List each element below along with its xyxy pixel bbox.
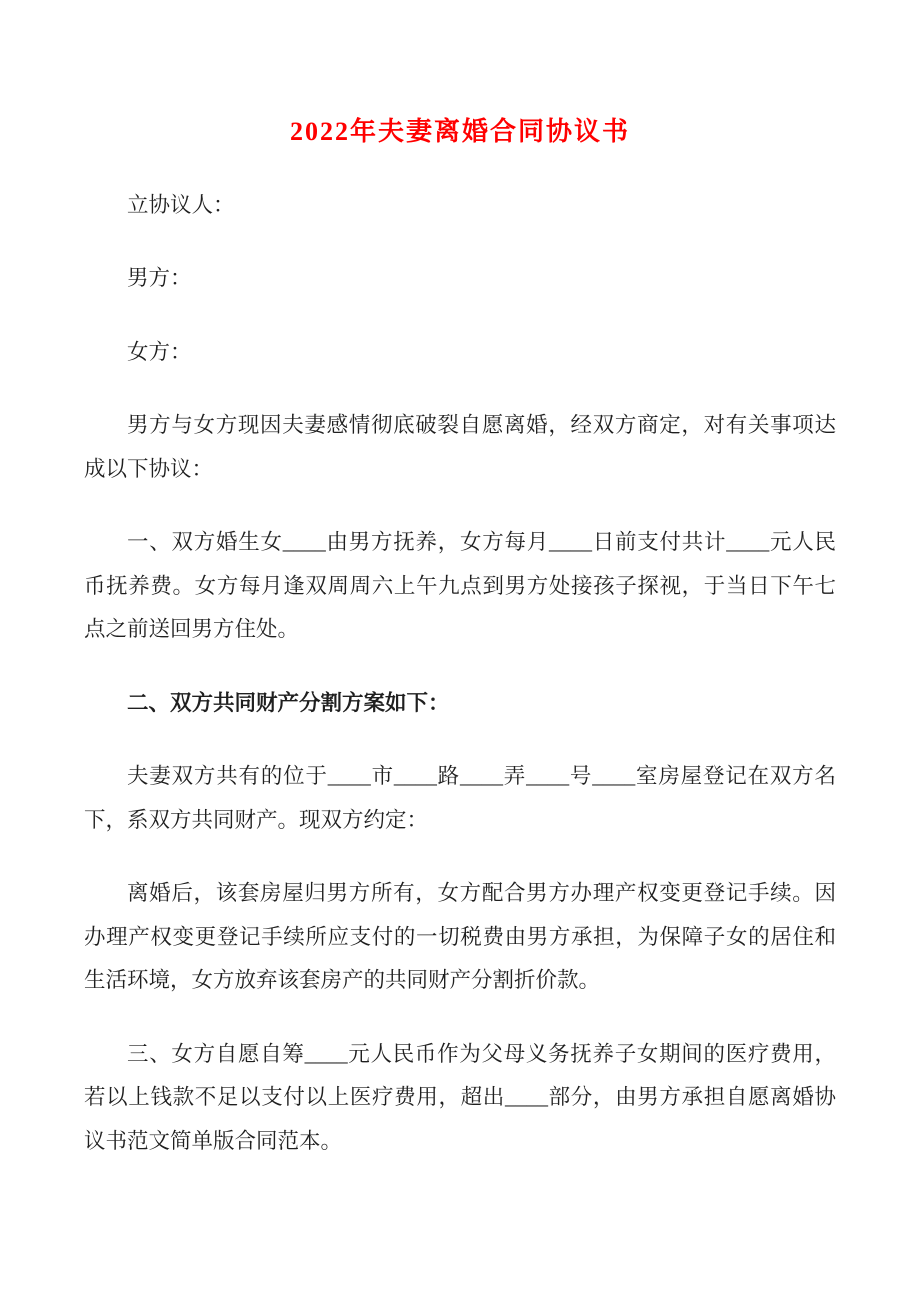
preamble-paragraph: 男方与女方现因夫妻感情彻底破裂自愿离婚，经双方商定，对有关事项达成以下协议： (84, 413, 836, 481)
male-party-line: 男方： (127, 266, 192, 290)
document-title: 2022年夫妻离婚合同协议书 (289, 117, 630, 146)
clause-2-heading: 二、双方共同财产分割方案如下： (127, 690, 450, 715)
document-content (84, 110, 836, 1193)
clause-1-child-custody-paragraph: 一、双方婚生女____由男方抚养，女方每月____日前支付共计____元人民币抚养费。女方每月逢双周周六上午九点到男方处接孩子探视，于当日下午七点之前送回男方住处。 (84, 530, 836, 641)
clause-2-house-ownership-paragraph: 离婚后，该套房屋归男方所有，女方配合男方办理产权变更登记手续。因办理产权变更登记手续所应支付的一切税费由男方承担，为保障子女的居住和生活环境，女方放弃该套房产的共同财产分割折价款。 (84, 881, 836, 992)
female-party-line: 女方： (127, 339, 192, 364)
declarant-line: 立协议人： (127, 192, 235, 217)
clause-3-medical-fund-paragraph: 三、女方自愿自筹____元人民币作为父母义务抚养子女期间的医疗费用，若以上钱款不足以支付以上医疗费用，超出____部分，由男方承担自愿离婚协议书范文简单版合同范本。 (84, 1041, 836, 1153)
clause-2-property-location-paragraph: 夫妻双方共有的位于____市____路____弄____号____室房屋登记在双方名下，系双方共同财产。现双方约定： (84, 764, 836, 832)
